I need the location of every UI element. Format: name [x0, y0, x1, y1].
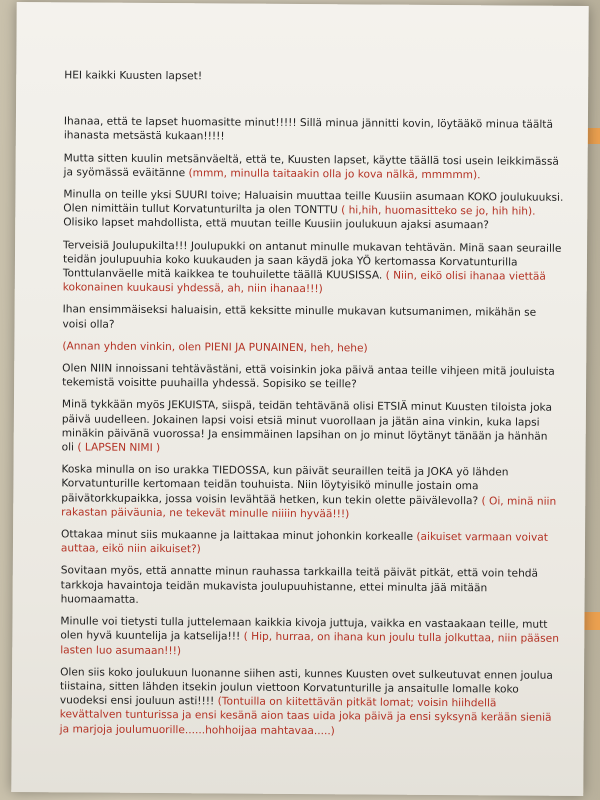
letter-paragraph — [61, 527, 561, 559]
paragraph-text: Ottakaa minut siis mukaanne ja laittakaa minut johonkin korkealle — [61, 528, 414, 543]
paragraph-red-note: (Annan yhden vinkin, olen PIENI JA PUNAINEN, heh, hehe) — [62, 340, 368, 355]
letter-paragraph — [62, 361, 562, 393]
letter-paragraph — [62, 398, 562, 458]
paragraph-text: Terveisiä Joulupukilta!!! Joulupukki on antanut minulle mukavan tehtävän. Minä saan seuraille teidän joulupuuhia koko kuukauden ja saan käydä joka YÖ kertomassa Korvatunturilla Tonttulanväelle mitä kaikkea te touhuilette täällä KUUSISSA. — [62, 238, 562, 282]
letter-paragraph — [63, 238, 563, 298]
letter-paragraph — [61, 564, 561, 610]
letter-paragraph — [63, 187, 563, 233]
letter-paragraph — [61, 463, 561, 523]
paragraph-text-continued: Olisiko lapset mahdollista, että muutan teille Kuusiin joulukuun ajaksi asumaan? — [63, 216, 489, 232]
letter-paragraph — [62, 303, 562, 335]
paragraph-text: Ihan ensimmäiseksi haluaisin, että keksitte minulle mukavan kutsumanimen, mikähän se voisi olla? — [62, 303, 537, 331]
paragraph-text: Sovitaan myös, että annatte minun rauhassa tarkkailla teitä päivät pitkät, että voin tehdä tarkkoja havaintoja teidän mukavista joulupuuhistanne, ettei minulta jää mitään huomaamatta. — [60, 564, 539, 606]
paragraph-text: Olen NIIN innoissani tehtävästäni, että voisinkin joka päivä antaa teille vihjeen mitä jouluista tekemistä voisitte puuhailla yhdessä. Sopisiko se teille? — [62, 362, 555, 391]
paragraph-red-note: ( Oi, minä niin rakastan päiväunia, ne tekevät minulle niiiin hyvää!!!) — [61, 494, 557, 521]
paragraph-text: Olen siis koko joulukuun luonanne siihen asti, kunnes Kuusten ovet sulkeutuvat ennen joulua tiistaina, sitten lähden itsekin joulun viettoon Korvatunturille ja ansaitulle lomalle koko vuodeksi ensi jouluun asti!!!! — [59, 666, 553, 708]
paragraph-text: Minä tykkään myös JEKUISTA, siispä, teidän tehtävänä olisi ETSIÄ minut Kuusten tiloista joka päivä uudelleen. Jokainen lapsi voisi etsiä minut vuorollaan ja jätän aina vinkin, kuka lapsi minäkin päivänä vuorossa! Ja ensimmäinen lapsihan on jo minut löytänyt tänään ja hänhän oli — [61, 398, 553, 454]
letter-paragraph — [62, 339, 562, 357]
paragraph-red-note: ( hi,hih, huomasitteko se jo, hih hih). — [341, 204, 536, 218]
paragraph-text: Ihanaa, että te lapset huomasitte minut!!!!! Sillä minua jännitti kovin, löytääkö minua täältä ihanasta metsästä kukaan!!!!! — [63, 115, 553, 143]
paragraph-red-note: (aikuiset varmaan voivat auttaa, eikö niin aikuiset?) — [60, 530, 548, 556]
paragraph-text: Mutta sitten kuulin metsänväeltä, että te, Kuusten lapset, käytte täällä tosi usein leikkimässä ja syömässä eväitänne — [63, 151, 559, 180]
paragraph-red-note: ( LAPSEN NIMI ) — [77, 441, 161, 455]
paragraph-red-note: ( Niin, eikö olisi ihanaa viettää kokonainen kuukausi yhdessä, ah, niin ihanaa!!!) — [62, 269, 546, 296]
letter-paragraph — [60, 614, 560, 660]
letter-paper — [11, 2, 589, 796]
paragraph-red-note: (mmm, minulla taitaakin olla jo kova nälkä, mmmmm). — [188, 167, 481, 182]
paragraph-red-note: (Tontuilla on kiitettävän pitkät lomat; voisin hiihdellä kevättalven tunturissa ja ensi kesänä aion taas uida joka päivä ja ensi syksynä kerään sieniä ja marjoja joulumuorille......hohhoijaa mahtavaa.....) — [59, 695, 552, 737]
letter-body — [60, 68, 565, 747]
paragraph-red-note: ( Hip, hurraa, on ihana kun joulu tulla jolkuttaa, niin pääsen lasten luo asumaan!!!) — [60, 630, 559, 657]
letter-greeting: HEI kaikki Kuusten lapset! — [64, 69, 203, 83]
paragraph-text: Minulla on teille yksi SUURI toive; Haluaisin muuttaa teille Kuusiin asumaan KOKO joulukuuksi. Olen nimittäin tullut Korvatunturilta ja olen TONTTU — [63, 188, 564, 217]
paragraph-text: Koska minulla on iso urakka TIEDOSSA, kun päivät seuraillen teitä ja JOKA yö lähden Korvatunturille kertomaan teidän touhuista. Niin löytyisikö minulle jostain oma päivätorkkupaikka, jossa voisin levähtää hetken, kun tekin olette päivälevolla? — [61, 463, 509, 507]
letter-paragraph — [60, 665, 560, 740]
letter-paragraph — [64, 151, 564, 183]
letter-paragraph — [64, 115, 564, 147]
paragraph-text: Minulle voi tietysti tulla juttelemaan kaikkia kivoja juttuja, vaikka en vastaakaan teille, mutt olen hyvä kuuntelija ja katselija!!! — [60, 615, 548, 643]
